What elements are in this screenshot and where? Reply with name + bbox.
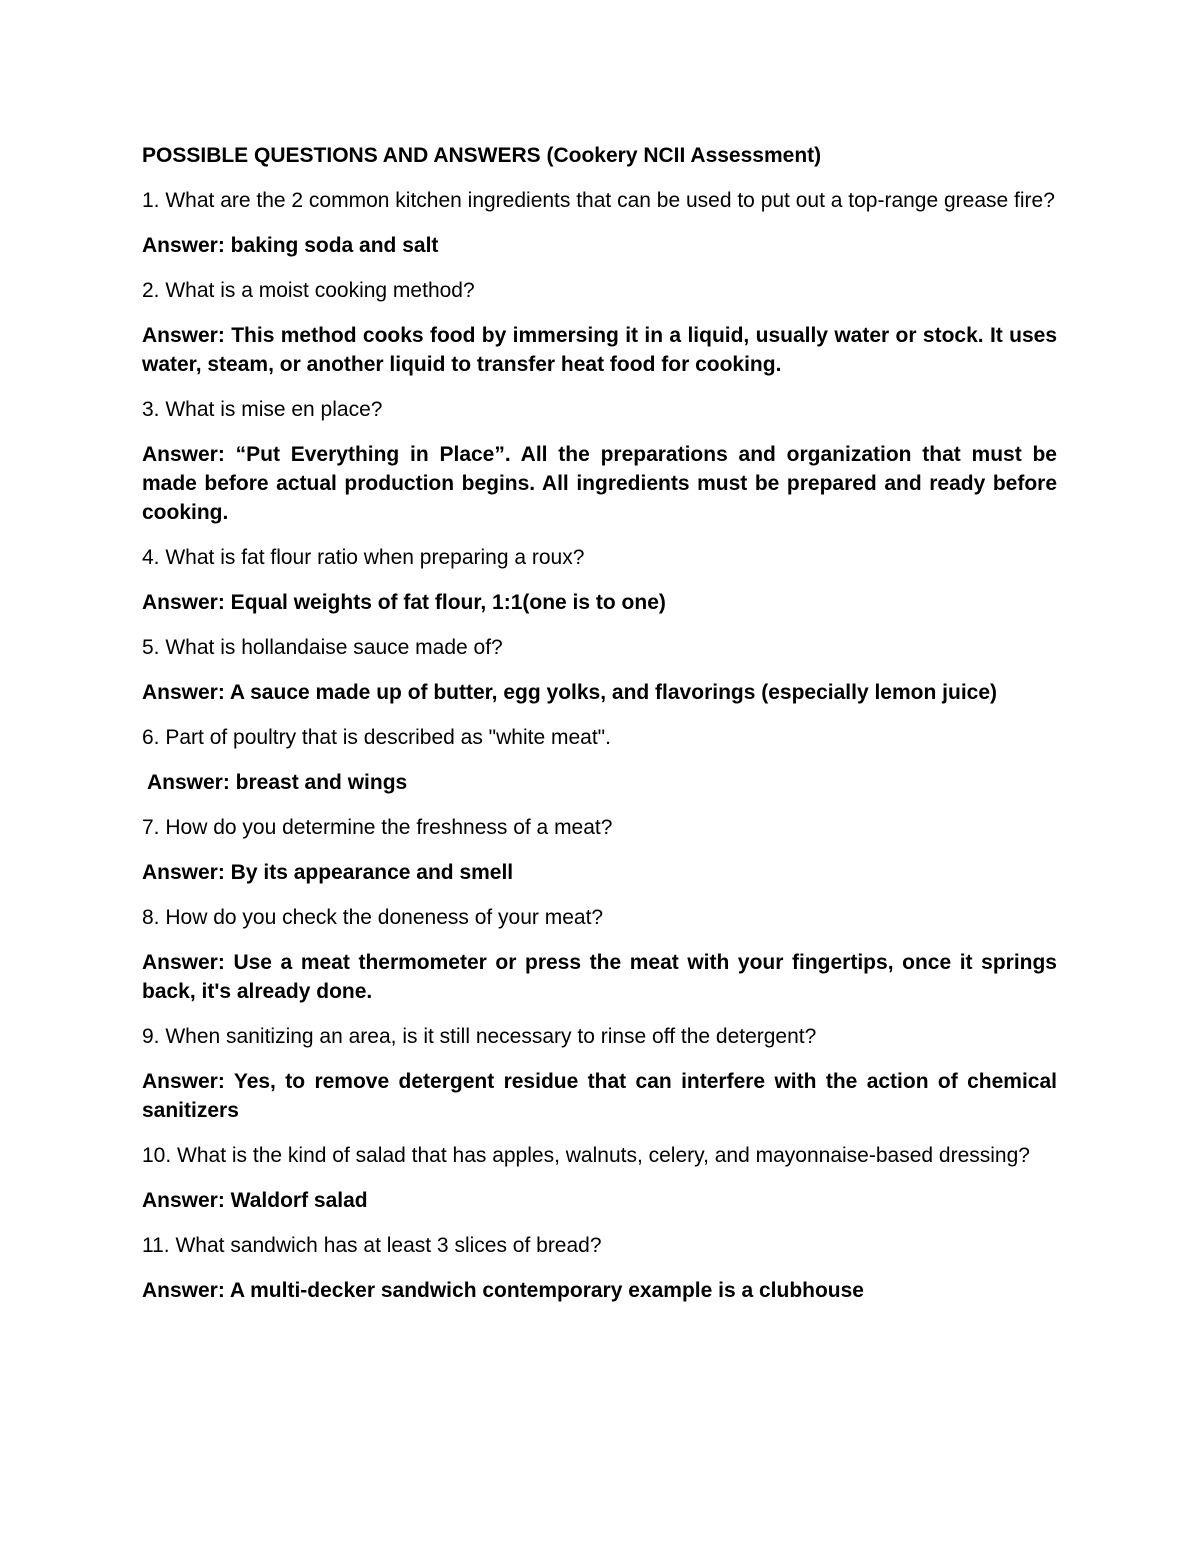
qa-item-4 bbox=[142, 543, 1057, 617]
document-page bbox=[142, 141, 1057, 1321]
qa-item-5 bbox=[142, 633, 1057, 707]
answer-7: Answer: By its appearance and smell bbox=[142, 861, 514, 884]
answer-5: Answer: A sauce made up of butter, egg yolks, and flavorings (especially lemon juice) bbox=[142, 681, 998, 704]
qa-item-10 bbox=[142, 1141, 1057, 1215]
answer-10: Answer: Waldorf salad bbox=[142, 1189, 368, 1212]
question-5: 5. What is hollandaise sauce made of? bbox=[142, 636, 503, 659]
qa-item-8 bbox=[142, 903, 1057, 1006]
qa-item-3 bbox=[142, 395, 1057, 527]
qa-item-2 bbox=[142, 276, 1057, 379]
answer-11: Answer: A multi-decker sandwich contemporary example is a clubhouse bbox=[142, 1279, 864, 1302]
answer-1: Answer: baking soda and salt bbox=[142, 234, 439, 257]
document-title: POSSIBLE QUESTIONS AND ANSWERS (Cookery NCII Assessment) bbox=[142, 144, 822, 167]
answer-8: Answer: Use a meat thermometer or press the meat with your fingertips, once it springs back, it's already done. bbox=[142, 951, 1057, 1003]
question-7: 7. How do you determine the freshness of a meat? bbox=[142, 816, 613, 839]
answer-2: Answer: This method cooks food by immersing it in a liquid, usually water or stock. It uses water, steam, or another liquid to transfer heat food for cooking. bbox=[142, 324, 1057, 376]
qa-item-6 bbox=[142, 723, 1057, 797]
qa-item-11 bbox=[142, 1231, 1057, 1305]
question-8: 8. How do you check the doneness of your meat? bbox=[142, 906, 604, 929]
question-9: 9. When sanitizing an area, is it still necessary to rinse off the detergent? bbox=[142, 1025, 817, 1048]
qa-item-7 bbox=[142, 813, 1057, 887]
answer-4: Answer: Equal weights of fat flour, 1:1(one is to one) bbox=[142, 591, 666, 614]
question-11: 11. What sandwich has at least 3 slices of bread? bbox=[142, 1234, 602, 1257]
question-2: 2. What is a moist cooking method? bbox=[142, 279, 475, 302]
qa-item-1 bbox=[142, 186, 1057, 260]
qa-item-9 bbox=[142, 1022, 1057, 1125]
question-6: 6. Part of poultry that is described as "white meat". bbox=[142, 726, 611, 749]
question-1: 1. What are the 2 common kitchen ingredients that can be used to put out a top-range grease fire? bbox=[142, 189, 1055, 212]
answer-9: Answer: Yes, to remove detergent residue that can interfere with the action of chemical sanitizers bbox=[142, 1070, 1057, 1122]
answer-6: Answer: breast and wings bbox=[147, 771, 408, 794]
answer-3: Answer: “Put Everything in Place”. All the preparations and organization that must be made before actual production begins. All ingredients must be prepared and ready before cooking. bbox=[142, 443, 1057, 524]
question-3: 3. What is mise en place? bbox=[142, 398, 383, 421]
question-4: 4. What is fat flour ratio when preparing a roux? bbox=[142, 546, 585, 569]
question-10: 10. What is the kind of salad that has apples, walnuts, celery, and mayonnaise-based dressing? bbox=[142, 1144, 1030, 1167]
